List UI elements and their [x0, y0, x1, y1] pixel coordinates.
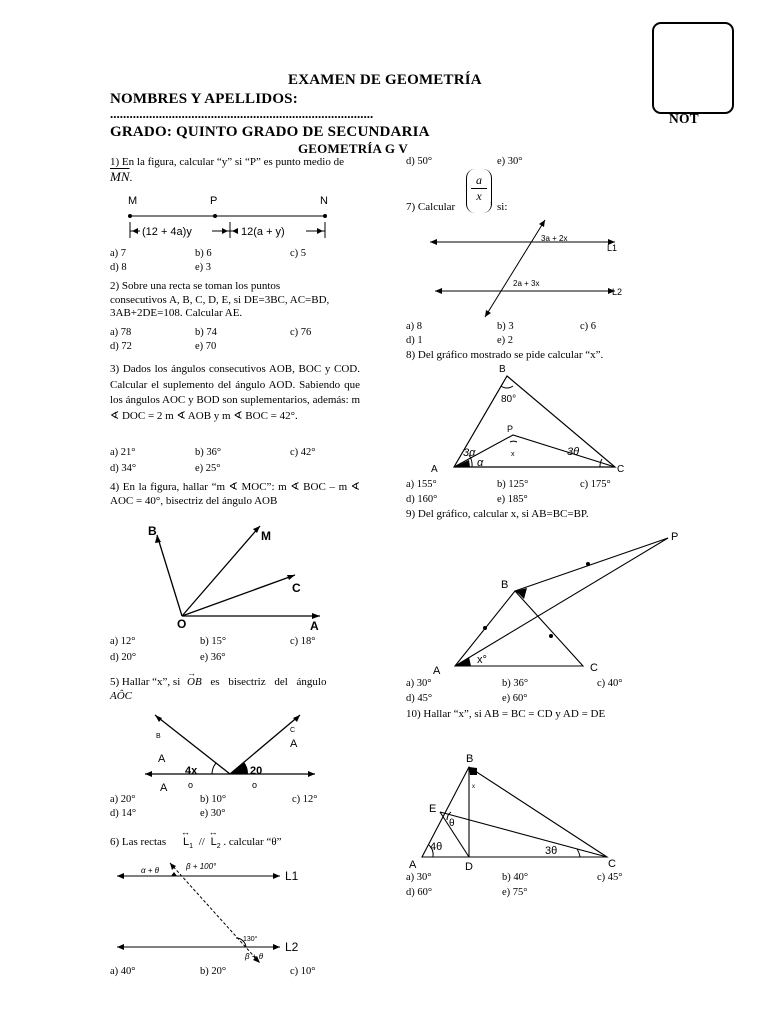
q1-point-n	[323, 214, 327, 218]
q6-text-b: . calcular “θ”	[223, 836, 282, 848]
q5-option-d[interactable]: d) 14°	[110, 808, 137, 819]
q1-option-d[interactable]: d) 8	[110, 262, 127, 273]
q10-text: 10) Hallar “x”, si AB = BC = CD y AD = DE	[406, 708, 606, 720]
q5-text-b: es bisectriz del ángulo	[210, 676, 327, 688]
q9-figure	[425, 528, 690, 678]
q1-segment: $\overline{MN}$	[110, 168, 130, 184]
q5-text-a: 5) Hallar “x”, si	[110, 676, 181, 688]
q5-label-4x: 4x	[185, 765, 198, 777]
q7-figure	[425, 215, 635, 320]
q1-text: 1) En la figura, calcular “y” si “P” es punto medio de $\overline{MN}$.	[110, 156, 344, 184]
q5-label-b: B	[156, 733, 161, 740]
q5-angle-name: AÔC	[110, 689, 132, 702]
q5-text: 5) Hallar “x”, si → OB es bisectriz del ángulo AÔC	[110, 668, 327, 702]
q6-label-l1: L1	[285, 869, 299, 883]
q5-label-o1: o	[188, 780, 194, 790]
q3-option-d[interactable]: d) 34°	[110, 463, 137, 474]
q6-option-b[interactable]: b) 20°	[200, 966, 227, 977]
q9-label-b: B	[501, 579, 509, 591]
q3-option-e[interactable]: e) 25°	[195, 463, 221, 474]
q4-option-d[interactable]: d) 20°	[110, 652, 137, 663]
q7-label-l1: L1	[607, 243, 618, 253]
q2-option-e[interactable]: e) 70	[195, 341, 217, 352]
q5-label-a-top: A	[158, 753, 166, 765]
q1-option-c[interactable]: c) 5	[290, 248, 307, 259]
q8-angle-3a: 3α	[463, 447, 476, 459]
q9-option-b[interactable]: b) 36°	[502, 678, 529, 689]
q4-label-o: O	[177, 617, 187, 630]
q8-option-e[interactable]: e) 185°	[497, 494, 528, 505]
q4-label-b: B	[148, 524, 157, 538]
q7-frac-num: a	[471, 173, 487, 189]
q8-angle-a: α	[477, 457, 484, 469]
q8-angle-x: x	[511, 451, 515, 458]
q10-angle-b-mark	[469, 767, 477, 775]
q9-line-bp	[515, 538, 668, 591]
q8-option-c[interactable]: c) 175°	[580, 479, 611, 490]
q6-angle-top-left: α + θ	[141, 866, 160, 875]
subject-subtitle: GEOMETRÍA G V	[298, 141, 408, 156]
q10-angle-x: x	[472, 784, 475, 790]
q8-option-a[interactable]: a) 155°	[406, 479, 437, 490]
q7-angle-bottom: 2a + 3x	[513, 279, 540, 288]
q7-angle-top: 3a + 2x	[541, 234, 568, 243]
q7-option-d[interactable]: d) 1	[406, 335, 423, 346]
q1-seg2-label: 12(a + y)	[241, 226, 285, 238]
q1-label-n: N	[320, 195, 328, 207]
q1-point-m	[128, 214, 132, 218]
q9-label-x: x°	[477, 654, 487, 666]
q9-label-c: C	[590, 662, 598, 674]
q6-option-c[interactable]: c) 10°	[290, 966, 316, 977]
q9-angle-a	[455, 657, 471, 666]
q10-option-b[interactable]: b) 40°	[502, 872, 529, 883]
nota-label: NOT	[669, 111, 699, 126]
q8-label-p: P	[507, 424, 514, 434]
q8-label-a: A	[431, 464, 438, 475]
q6-figure	[115, 858, 330, 968]
q9-option-a[interactable]: a) 30°	[406, 678, 432, 689]
q10-figure	[405, 750, 645, 872]
q6-angle-top-right: β + 100°	[186, 862, 217, 871]
q10-label-e: E	[429, 803, 437, 815]
q10-label-a: A	[409, 859, 417, 871]
q6-label-l2: L2	[285, 940, 299, 954]
q10-option-c[interactable]: c) 45°	[597, 872, 623, 883]
q2-option-a[interactable]: a) 78	[110, 327, 132, 338]
q4-label-a: A	[310, 619, 319, 630]
q10-angle-3t: 3θ	[545, 845, 558, 857]
grade-label: GRADO: QUINTO GRADO DE SECUNDARIA	[110, 124, 430, 140]
q10-option-a[interactable]: a) 30°	[406, 872, 432, 883]
q4-option-b[interactable]: b) 15°	[200, 636, 227, 647]
q8-angle-3t: 3θ	[567, 446, 580, 458]
q5-label-a-bottom: A	[160, 782, 168, 794]
q4-option-e[interactable]: e) 36°	[200, 652, 226, 663]
q9-option-c[interactable]: c) 40°	[597, 678, 623, 689]
q6-angle-bottom-1: 130°	[243, 936, 258, 943]
q5-angle-4x	[212, 763, 216, 774]
q7-option-a[interactable]: a) 8	[406, 321, 423, 332]
q9-tick-ab	[483, 626, 487, 630]
q7-text-b: si:	[497, 201, 508, 213]
q8-figure	[425, 360, 635, 475]
q10-label-c: C	[608, 858, 616, 870]
exam-title: EXAMEN DE GEOMETRÍA	[288, 72, 482, 88]
q6-angle-bottom-2: β + θ	[245, 952, 264, 961]
q2-option-c[interactable]: c) 76	[290, 327, 312, 338]
q6-parallel: //	[198, 836, 205, 848]
q9-label-a: A	[433, 665, 441, 677]
nota-box	[652, 22, 734, 114]
q8-angle-b-arc	[501, 386, 513, 388]
q8-text: 8) Del gráfico mostrado se pide calcular “x”.	[406, 349, 604, 361]
q7-transversal	[485, 220, 545, 317]
q7-fraction	[466, 169, 492, 213]
q5-option-b[interactable]: b) 10°	[200, 794, 227, 805]
q2-text: 2) Sobre una recta se toman los puntos consecutivos A, B, C, D, E, si DE=3BC, AC=BD, 3AB+2DE=108. Calcular AE.	[110, 280, 330, 319]
q5-label-20: 20	[250, 765, 263, 777]
q5-figure	[140, 710, 320, 806]
q10-option-d[interactable]: d) 60°	[406, 887, 433, 898]
q10-angle-c-arc	[577, 849, 580, 857]
q8-angle-80: 80°	[501, 394, 517, 405]
q1-option-a[interactable]: a) 7	[110, 248, 127, 259]
q10-label-d: D	[465, 861, 473, 872]
q9-option-e[interactable]: e) 60°	[502, 693, 528, 704]
q6-sub2: 2	[216, 843, 221, 851]
q6-text-a: 6) Las rectas	[110, 836, 167, 848]
q7-option-c[interactable]: c) 6	[580, 321, 597, 332]
q5-option-a[interactable]: a) 20°	[110, 794, 136, 805]
q6-l2: L	[210, 836, 217, 848]
q3-option-c[interactable]: c) 42°	[290, 447, 316, 458]
names-dots: .................................................................................	[110, 106, 374, 121]
q6-option-d[interactable]: d) 50°	[406, 156, 433, 167]
q5-option-e[interactable]: e) 30°	[200, 808, 226, 819]
q4-arrowheads	[155, 526, 320, 619]
q4-option-c[interactable]: c) 18°	[290, 636, 316, 647]
q5-label-c: C	[290, 727, 296, 734]
q1-point-p	[213, 214, 217, 218]
q10-triangle	[422, 767, 607, 857]
q9-label-p: P	[671, 531, 679, 543]
q1-seg1-label: (12 + 4a)y	[142, 226, 192, 238]
q6-text: 6) Las rectas ↔ $L_1$ // ↔ $L_2$ . calcular “θ”	[110, 827, 282, 851]
q4-label-m: M	[261, 529, 271, 543]
q7-text: 7) Calcular	[406, 201, 456, 213]
q6-l1: L	[182, 836, 190, 848]
q5-angle-20	[230, 762, 248, 774]
q8-label-c: C	[617, 464, 625, 475]
q4-ray-ob	[157, 535, 182, 616]
q7-label-l2: L2	[612, 287, 623, 297]
q10-angle-theta: θ	[449, 818, 455, 829]
q5-vector: OB	[187, 676, 202, 688]
q2-option-b[interactable]: b) 74	[195, 327, 217, 338]
q4-figure	[140, 518, 340, 630]
q3-option-a[interactable]: a) 21°	[110, 447, 136, 458]
q4-text: 4) En la figura, hallar “m ∢ MOC”: m ∢ BOC – m ∢ AOC = 40°, bisectriz del ángulo AOB	[110, 481, 360, 507]
q6-option-a[interactable]: a) 40°	[110, 966, 136, 977]
q10-angle-4t: 4θ	[430, 841, 443, 853]
q6-transversal	[170, 863, 260, 963]
q4-label-c: C	[292, 581, 301, 595]
q1-option-b[interactable]: b) 6	[195, 248, 212, 259]
q3-option-b[interactable]: b) 36°	[195, 447, 222, 458]
q7-option-b[interactable]: b) 3	[497, 321, 514, 332]
q1-label-m: M	[128, 195, 138, 207]
q6-sub1: 1	[189, 843, 193, 851]
q6-option-e[interactable]: e) 30°	[497, 156, 523, 167]
q10-label-b: B	[466, 753, 474, 765]
q4-option-a[interactable]: a) 12°	[110, 636, 136, 647]
q8-option-b[interactable]: b) 125°	[497, 479, 529, 490]
q9-option-d[interactable]: d) 45°	[406, 693, 433, 704]
q8-label-b: B	[499, 364, 506, 375]
q9-tick-bc	[549, 634, 553, 638]
q9-text: 9) Del gráfico, calcular x, si AB=BC=BP.	[406, 508, 589, 520]
q10-option-e[interactable]: e) 75°	[502, 887, 528, 898]
q3-text: 3) Dados los ángulos consecutivos AOB, BOC y COD. Calcular el suplemento del ángulo AOD. Sabiendo que los ángulos AOC y BOD son suplementarios, además: m ∢ DOC = 2 m ∢ AOB y m ∢ BOC = 42°.	[110, 363, 360, 422]
q5-label-o2: o	[252, 780, 258, 790]
q9-tick-bp	[586, 562, 590, 566]
q1-option-e[interactable]: e) 3	[195, 262, 212, 273]
q8-angle-p-arc	[510, 441, 517, 442]
q8-option-d[interactable]: d) 160°	[406, 494, 438, 505]
q6-angle-mark	[171, 872, 177, 876]
q7-option-e[interactable]: e) 2	[497, 335, 514, 346]
names-label: NOMBRES Y APELLIDOS:	[110, 91, 298, 107]
q1-label-p: P	[210, 195, 218, 207]
q1-statement: 1) En la figura, calcular “y” si “P” es punto medio de	[110, 156, 344, 168]
q1-figure	[110, 192, 360, 244]
q7-frac-den: x	[476, 189, 482, 203]
q5-label-a-right: A	[290, 738, 298, 750]
q2-option-d[interactable]: d) 72	[110, 341, 132, 352]
q9-line-ap	[455, 538, 668, 666]
q5-option-c[interactable]: c) 12°	[292, 794, 318, 805]
